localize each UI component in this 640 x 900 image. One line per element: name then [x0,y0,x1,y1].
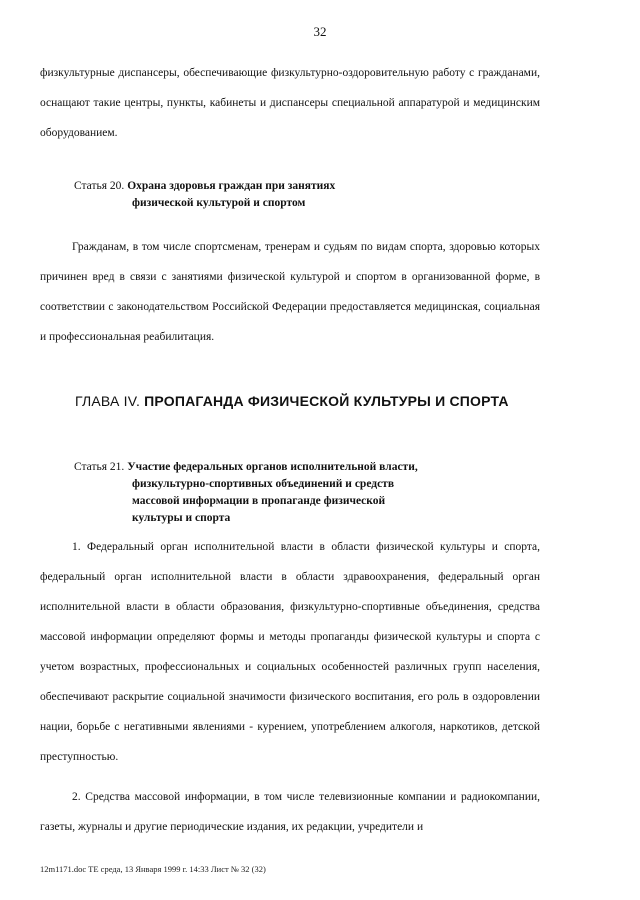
article-21-title-line4: культуры и спорта [132,512,231,524]
article-21-label: Статья 21. [74,461,125,473]
page-number: 32 [313,24,327,39]
article-20-label: Статья 20. [74,180,125,192]
article-21-title-line1: Участие федеральных органов исполнительной власти, [127,461,418,473]
article-21-paragraph-1: 1. Федеральный орган исполнительной власти в области физической культуры и спорта, федеральный орган исполнительной власти в области здравоохранения, федеральный орган исполнительной власти в области образования, физкультурно-спортивные объединения, средства массовой информации определяют формы и методы пропаганды физической культуры и спорта с учетом возрастных, профессиональных и социальных особенностей различных групп населения, обеспечивают раскрытие социальной значимости физического воспитания, его роль в оздоровлении нации, борьбе с негативными явлениями - курением, употреблением алкоголя, наркотиков, детской преступностью. [40,541,540,763]
chapter-heading [75,393,555,409]
article-21-paragraph-2: 2. Средства массовой информации, в том числе телевизионные компании и радиокомпании, газеты, журналы и другие периодические издания, их редакции, учредители и [40,791,540,833]
intro-paragraph: физкультурные диспансеры, обеспечивающие физкультурно-оздоровительную работу с гражданами, оснащают такие центры, пункты, кабинеты и диспансеры специальной аппаратурой и медицинским оборудованием. [40,67,540,139]
document-footer: 12m1171.doc TE среда, 13 Января 1999 г. 14:33 Лист № 32 (32) [40,864,266,874]
article-20-title-line1: Охрана здоровья граждан при занятиях [127,180,336,192]
article-20-text: Гражданам, в том числе спортсменам, тренерам и судьям по видам спорта, здоровью которых причинен вред в связи с занятиями физической культурой и спортом в организованной форме, в соответствии с законодательством Российской Федерации предоставляется медицинская, социальная и профессиональная реабилитация. [40,241,540,343]
chapter-label: ГЛАВА IV. [75,393,141,409]
article-20-title-line2: физической культурой и спортом [132,197,306,209]
article-21-heading [74,459,544,527]
article-21-title-line2: физкультурно-спортивных объединений и средств [132,478,395,490]
article-20-heading [74,178,544,212]
article-21-title-line3: массовой информации в пропаганде физической [132,495,386,507]
chapter-title: ПРОПАГАНДА ФИЗИЧЕСКОЙ КУЛЬТУРЫ И СПОРТА [144,393,509,409]
